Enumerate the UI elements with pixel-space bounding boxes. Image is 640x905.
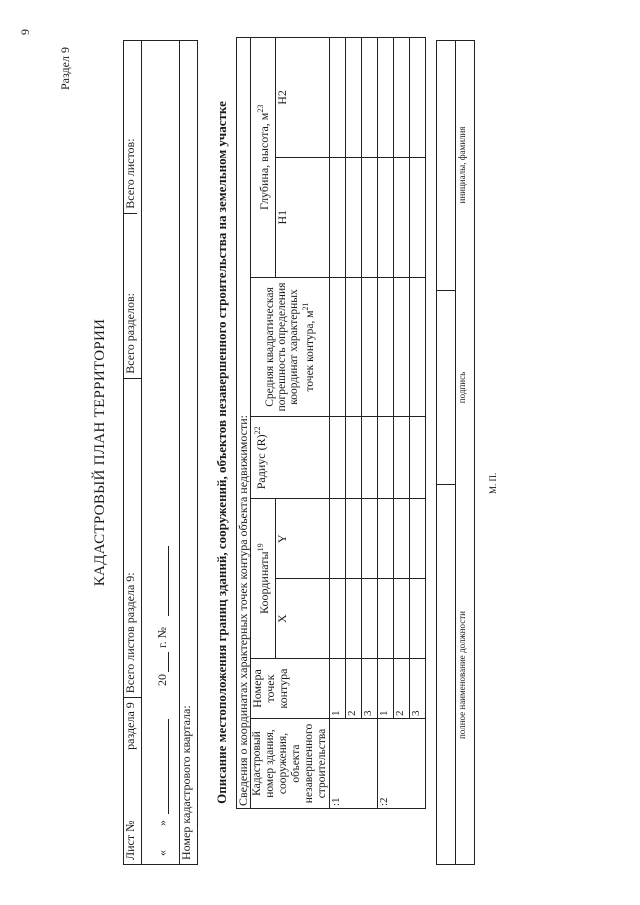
coordinates-table [236, 37, 426, 809]
total-sheets-label: Всего листов: [124, 138, 137, 213]
number-line [168, 546, 169, 616]
col-depth-sup: 23 [256, 104, 266, 113]
table-row [410, 38, 426, 809]
year-suffix: г. № [155, 626, 169, 648]
point-number: 1 [378, 659, 394, 719]
quarter-number-cell: Номер кадастрового квартала: [180, 41, 198, 865]
stamp-label: М. П. [488, 472, 498, 494]
col-error-label: Средняя квадратическая погрешность определения координат характерных точек контура, м [264, 282, 316, 412]
year-line [168, 652, 169, 672]
col-depth-header [251, 38, 276, 278]
section-subtitle: Описание местоположения границ зданий, сооружений, объектов незавершенного строительства на земельном участке [214, 101, 229, 804]
col-h2-header: Н2 [275, 38, 329, 158]
table-row [362, 38, 378, 809]
col-x-header: Х [275, 579, 329, 659]
header-table [123, 40, 198, 865]
col-y-header: Y [275, 499, 329, 579]
col-coordinates-label: Координаты [257, 551, 272, 614]
name-label: инициалы, фамилия [457, 126, 467, 204]
date-month-line [168, 719, 169, 814]
signature-table [436, 40, 475, 865]
total-sheets-section-cell: Всего листов раздела 9: [124, 378, 142, 698]
col-coordinates-sup: 19 [256, 543, 266, 552]
point-number: 2 [346, 659, 362, 719]
point-number: 3 [362, 659, 378, 719]
date-close-quote: » [155, 820, 169, 826]
page-title: КАДАСТРОВЫЙ ПЛАН ТЕРРИТОРИИ [92, 318, 108, 587]
col-error-header [251, 277, 330, 417]
table-row [378, 38, 394, 809]
sheet-number-cell [124, 698, 142, 865]
position-cell [437, 485, 456, 865]
name-cell [437, 41, 456, 291]
col-point-numbers-header: Номера точек контура [251, 659, 330, 719]
section-header: Раздел 9 [58, 47, 72, 90]
col-radius-label: Радиус (R) [254, 434, 268, 490]
col-coordinates-header [251, 499, 276, 659]
year-prefix: 20 [155, 674, 169, 686]
table-row [394, 38, 410, 809]
table-row [346, 38, 362, 809]
point-number: 3 [410, 659, 426, 719]
col-h1-header: Н1 [275, 157, 329, 277]
point-number: 1 [330, 659, 346, 719]
page-number: 9 [18, 29, 32, 35]
sheet-label: Лист № [123, 820, 137, 860]
col-depth-label: Глубина, высота, м [257, 112, 272, 210]
signature-cell [437, 290, 456, 485]
col-radius-header [251, 417, 330, 499]
section-label: раздела 9 [123, 702, 137, 750]
group-label: :2 [378, 719, 426, 809]
table-caption: Сведения о координатах характерных точек контура объекта недвижимости: [237, 38, 251, 809]
date-row [142, 41, 180, 865]
position-label: полное наименование должности [457, 611, 467, 739]
date-open-quote: « [155, 850, 169, 856]
col-error-sup: 21 [301, 302, 311, 311]
total-sections-label: Всего разделов: [123, 293, 137, 374]
point-number: 2 [394, 659, 410, 719]
table-row [330, 38, 346, 809]
total-sections-cell [124, 41, 142, 379]
col-cadastral-header: Кадастровый номер здания, сооружения, объекта незавершенного строительства [251, 719, 330, 809]
group-label: :1 [330, 719, 378, 809]
signature-label: подпись [457, 371, 467, 404]
col-radius-sup: 22 [253, 426, 262, 435]
